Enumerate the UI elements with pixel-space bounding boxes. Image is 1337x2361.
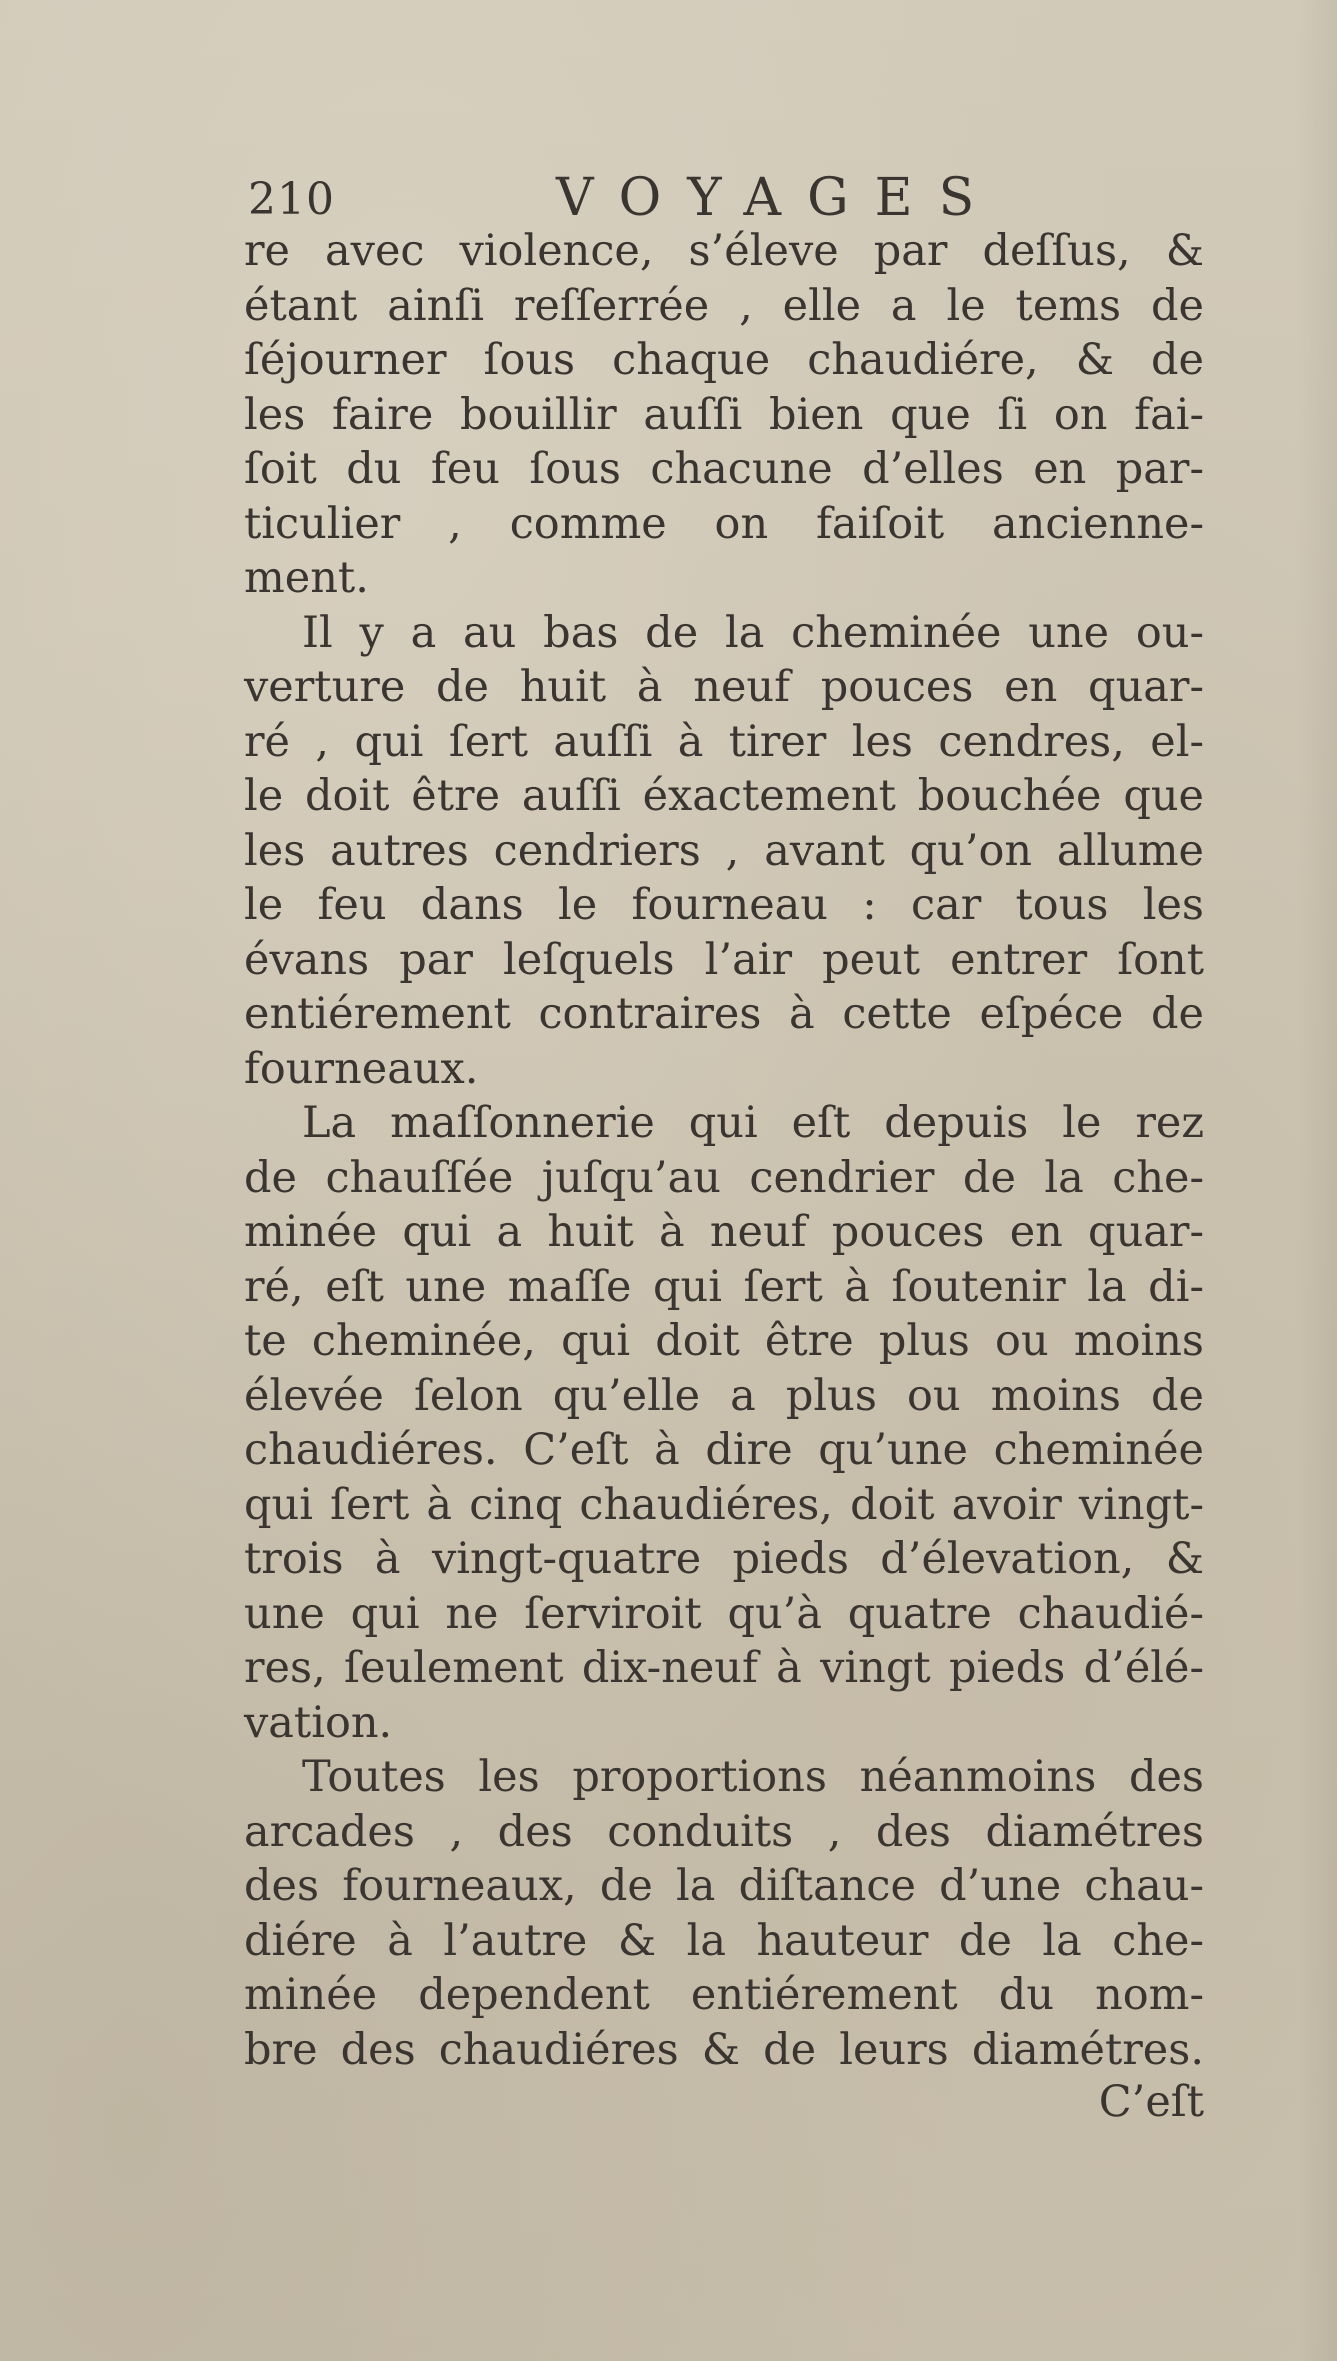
text-line: évans par leſquels l’air peut entrer ſont (244, 934, 1204, 985)
body-text (244, 224, 1204, 2132)
paragraph-start-line: Toutes les proportions néanmoins des (302, 1752, 1204, 1802)
text-line: de chauſſée juſqu’au cendrier de la che- (244, 1152, 1204, 1203)
running-title: VOYAGES (556, 168, 1001, 228)
text-line: verture de huit à neuf pouces en quar- (244, 662, 1204, 712)
text-line: une qui ne ſerviroit qu’à quatre chaudié- (244, 1588, 1204, 1639)
text-line: les autres cendriers , avant qu’on allume (244, 825, 1204, 876)
text-line: bre des chaudiéres & de leurs diamétres. (244, 2024, 1204, 2075)
text-line: le feu dans le fourneau : car tous les (244, 880, 1204, 930)
text-line: vation. (244, 1697, 393, 1748)
text-line: ré , qui ſert auſſi à tirer les cendres, el- (244, 716, 1204, 767)
text-line: ment. (244, 553, 369, 603)
text-line: fourneaux. (244, 1043, 479, 1094)
text-line: étant ainſi reſſerrée , elle a le tems de (244, 280, 1204, 331)
running-head (248, 168, 1208, 228)
text-line: ſoit du feu ſous chacune d’elles en par- (244, 444, 1204, 494)
text-line: trois à vingt-quatre pieds d’élevation, & (244, 1534, 1204, 1584)
text-line: ré, eſt une maſſe qui ſert à ſoutenir la di- (244, 1261, 1204, 1312)
text-line: ticulier , comme on faiſoit ancienne- (244, 498, 1204, 549)
paragraph-start-line: Il y a au bas de la cheminée une ou- (302, 607, 1204, 658)
text-line: les faire bouillir auſſi bien que ſi on fai- (244, 389, 1204, 440)
text-line: arcades , des conduits , des diamétres (244, 1806, 1204, 1857)
text-line: te cheminée, qui doit être plus ou moins (244, 1316, 1204, 1366)
text-line: re avec violence, s’éleve par deſſus, & (244, 226, 1204, 276)
text-line: minée dependent entiérement du nom- (244, 1970, 1204, 2020)
catchword-line (244, 2077, 1204, 2132)
text-line: entiérement contraires à cette eſpéce de (244, 989, 1204, 1039)
text-line: res, ſeulement dix-neuf à vingt pieds d’élé- (244, 1643, 1204, 1693)
text-line: diére à l’autre & la hauteur de la che- (244, 1915, 1204, 1966)
text-line: le doit être auſſi éxactement bouchée que (244, 771, 1204, 821)
catchword: C’eſt (1098, 2077, 1204, 2127)
page-number: 210 (248, 174, 335, 225)
page-shadow (1297, 0, 1337, 2361)
paragraph-start-line: La maſſonnerie qui eſt depuis le rez (302, 1098, 1204, 1148)
text-line: élevée ſelon qu’elle a plus ou moins de (244, 1370, 1204, 1421)
text-line: minée qui a huit à neuf pouces en quar- (244, 1207, 1204, 1257)
text-line: des fourneaux, de la diſtance d’une chau- (244, 1861, 1204, 1911)
text-line: chaudiéres. C’eſt à dire qu’une cheminée (244, 1425, 1204, 1475)
text-line: ſéjourner ſous chaque chaudiére, & de (244, 335, 1204, 385)
text-line: qui ſert à cinq chaudiéres, doit avoir vingt- (244, 1479, 1204, 1530)
